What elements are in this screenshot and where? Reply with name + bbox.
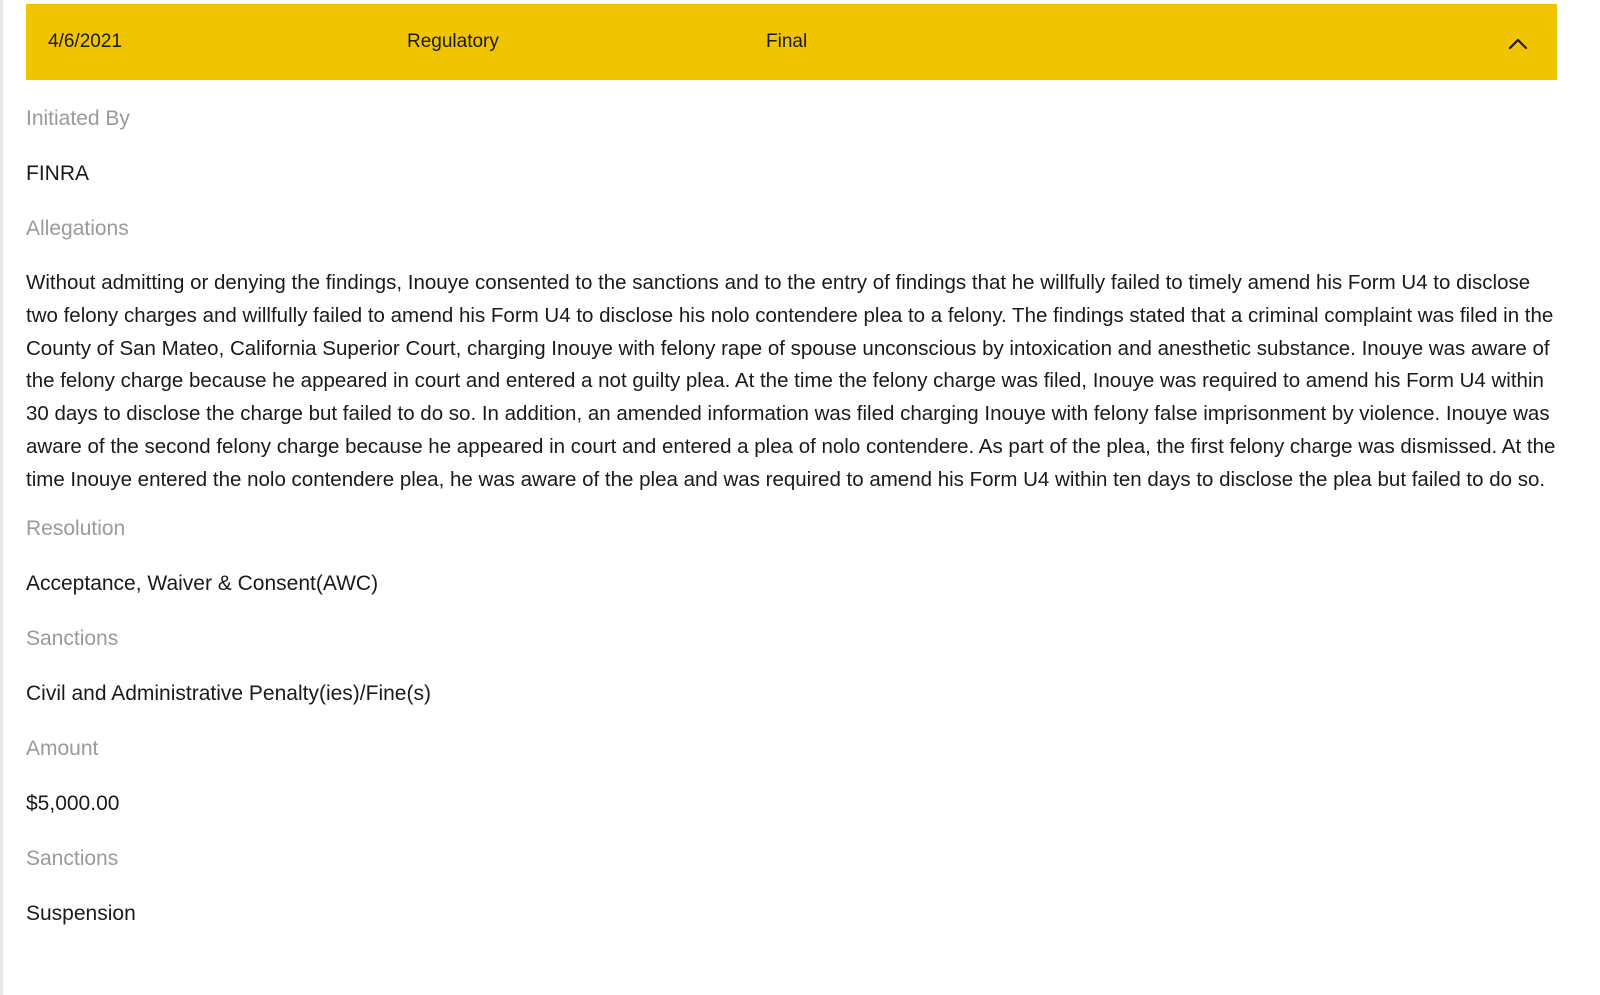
disclosure-type: Regulatory — [407, 31, 499, 52]
disclosure-date: 4/6/2021 — [48, 31, 122, 52]
amount-value: $5,000.00 — [26, 791, 120, 815]
sanctions-value: Civil and Administrative Penalty(ies)/Fine(s) — [26, 681, 431, 705]
sanctions-value: Suspension — [26, 901, 136, 925]
resolution-value: Acceptance, Waiver & Consent(AWC) — [26, 571, 379, 595]
resolution-label: Resolution — [26, 516, 126, 540]
disclosure-status: Final — [766, 31, 808, 52]
sanctions-label: Sanctions — [26, 626, 119, 650]
amount-label: Amount — [26, 736, 99, 760]
disclosure-details — [26, 97, 1558, 947]
disclosure-header-toggle[interactable] — [26, 4, 1557, 80]
initiated-by-value: FINRA — [26, 162, 89, 185]
chevron-up-icon[interactable] — [1507, 32, 1529, 54]
left-border — [0, 0, 3, 995]
allegations-text: Without admitting or denying the findings, Inouye consented to the sanctions and to the entry of findings that he willfully failed to timely amend his Form U4 to disclose two felony charges and willfully failed to amend his Form U4 to disclose his nolo contendere plea to a felony. The findings stated that a criminal complaint was filed in the County of San Mateo, California Superior Court, charging Inouye with felony rape of spouse unconscious by intoxication and anesthetic substance. Inouye was aware of the felony charge because he appeared in court and entered a not guilty plea. At the time the felony charge was filed, Inouye was required to amend his Form U4 within 30 days to disclose the charge but failed to do so. In addition, an amended information was filed charging Inouye with felony false imprisonment by violence. Inouye was aware of the second felony charge because he appeared in court and entered a plea of nolo contendere. As part of the plea, the first felony charge was dismissed. At the time Inouye entered the nolo contendere plea, he was aware of the plea and was required to amend his Form U4 within ten days to disclose the plea but failed to do so. — [26, 271, 1556, 491]
allegations-label: Allegations — [26, 217, 129, 240]
sanctions-label: Sanctions — [26, 846, 119, 870]
initiated-by-label: Initiated By — [26, 107, 130, 130]
